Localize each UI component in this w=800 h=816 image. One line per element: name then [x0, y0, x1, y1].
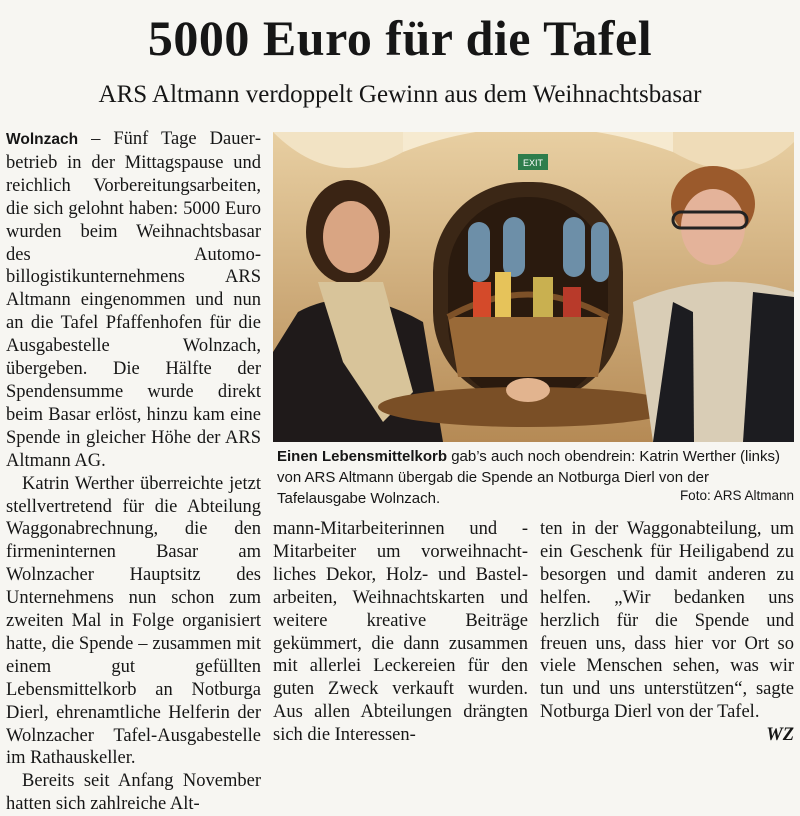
dateline: Wolnzach: [6, 131, 79, 148]
paragraph-3-end: ten in der Waggonabteilung, um ein Geschenk für Heiligabend zu besorgen und damit anderen zu helfen. „Wir bedanken uns herzlich für die Spende und freuen uns, dass hier vor Ort so viele Menschen sehen, was wir tun und uns unterstützen“, sagte Notburga Dierl von der Tafel.: [540, 519, 794, 723]
photo-credit: Foto: ARS Altmann: [679, 488, 794, 503]
caption-lead: Einen Lebensmittelkorb: [277, 448, 448, 465]
paragraph-3-start: Bereits seit Anfang November hatten sich zahlreiche Alt-: [6, 771, 261, 815]
article-column-1: [6, 128, 261, 816]
paragraph-1: [6, 128, 261, 473]
article-column-3: [540, 518, 794, 747]
caption-text: gab’s auch noch obendrein: Katrin Werther (links) von ARS Altmann übergab die Spende an Notburga Dierl von der Tafelausgabe Wolnzach.: [277, 448, 781, 507]
paragraph-1-text: – Fünf Tage Dauerbetrieb in der Mittagspause und reichlich Vorbereitungsarbeiten, die sich gelohnt haben: 5000 Euro wurden beim Weihnachtsbasar des Automobillogistikunternehmens ARS Altmann eingenommen und nun an die Tafel Pfaffenhofen für die Ausgabestelle Wolnzach, übergeben. Die Hälfte der Spendensumme wurde direkt beim Basar erlöst, hinzu kam eine Spende in gleicher Höhe der ARS Altmann AG.: [6, 129, 261, 471]
article-column-2: [273, 518, 528, 747]
paragraph-3-middle: mann-Mitarbeiterinnen und -Mitarbeiter um vorweihnachtliches Dekor, Holz- und Bastelarbeiten, Weihnachtskarten und weitere kreative Beiträge gekümmert, die dann zusammen mit allerlei Leckereien für den guten Zweck verkauft wurden. Aus allen Abteilungen drängten sich die Interessen-: [273, 519, 528, 746]
exit-sign: EXIT: [522, 158, 544, 168]
article-photo: [273, 132, 794, 442]
headline: 5000 Euro für die Tafel: [147, 10, 653, 66]
paragraph-2: Katrin Werther überreichte jetzt stellvertretend für die Abteilung Waggonabrechnung, die den firmeninternen Basar am Wolnzacher Hauptsitz des Unternehmens nun schon zum zweiten Mal in Folge organisiert hatte, die Spende – zusammen mit einem gut gefüllten Lebensmittelkorb an Notburga Dierl, ehrenamtliche Helferin der Wolnzacher Tafel-Ausgabestelle im Rathauskeller.: [6, 473, 261, 769]
subheadline: ARS Altmann verdoppelt Gewinn aus dem Weihnachtsbasar: [98, 81, 702, 108]
byline: WZ: [766, 725, 794, 746]
photo-illustration: [273, 132, 794, 442]
